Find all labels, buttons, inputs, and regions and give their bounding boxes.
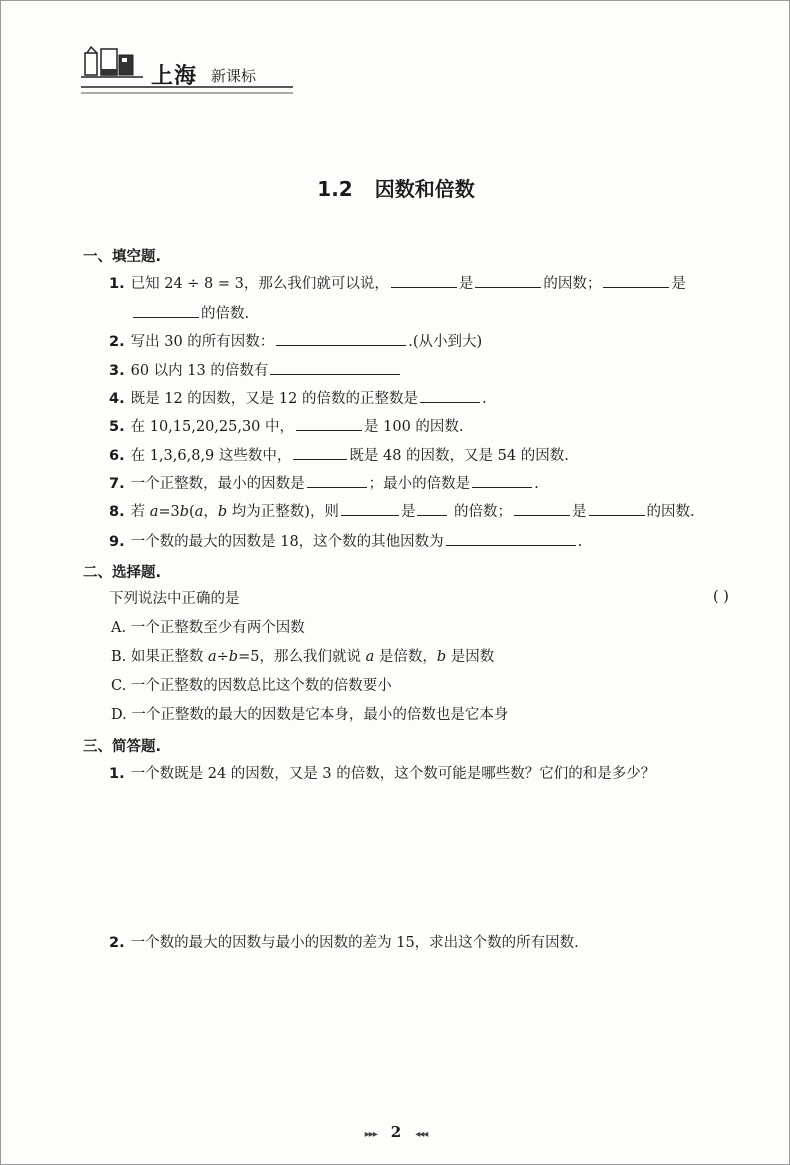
answer-blank[interactable] [133,303,199,318]
question-1-5: 5. 在 10,15,20,25,30 中， 是 100 的因数. [109,416,464,437]
option-d[interactable]: D. 一个正整数的最大的因数是它本身，最小的倍数也是它本身 [111,707,509,723]
answer-blank[interactable] [276,331,406,346]
answer-paren[interactable]: ( ) [713,589,729,605]
question-1-1-cont: 的倍数. [131,303,249,324]
answer-blank[interactable] [307,473,367,488]
left-arrows-icon: ▸▸▸ [364,1129,377,1140]
option-c[interactable]: C. 一个正整数的因数总比这个数的倍数要小 [111,678,392,694]
header-logo [81,43,293,95]
answer-blank[interactable] [589,501,645,516]
option-b[interactable]: B. 如果正整数 a÷b=5，那么我们就说 a 是倍数，b 是因数 [111,649,495,665]
answer-blank[interactable] [446,531,576,546]
answer-blank[interactable] [475,273,541,288]
question-1-9: 9. 一个数的最大的因数是 18，这个数的其他因数为 . [109,531,582,552]
brand-main: 上海 [151,64,198,89]
section-number: 1.2 [317,177,353,201]
question-1-2: 2. 写出 30 的所有因数： .(从小到大) [109,331,482,352]
page-number: 2 [390,1123,402,1141]
choice-prompt: 下列说法中正确的是 [109,591,240,607]
answer-blank[interactable] [603,273,669,288]
question-1-6: 6. 在 1,3,6,8,9 这些数中， 既是 48 的因数，又是 54 的因数. [109,445,569,466]
question-1-4: 4. 既是 12 的因数，又是 12 的倍数的正整数是 . [109,388,487,409]
question-1-7: 7. 一个正整数，最小的因数是 ；最小的倍数是 . [109,473,539,494]
brand-sub: 新课标 [211,67,257,85]
answer-blank[interactable] [270,360,400,375]
page-footer [1,1123,790,1141]
answer-blank[interactable] [472,473,532,488]
section-title: 因数和倍数 [374,177,475,201]
answer-blank[interactable] [341,501,399,516]
answer-blank[interactable] [417,501,447,516]
page-title [1,173,790,202]
answer-blank[interactable] [296,416,362,431]
section2-heading: 二、选择题. [83,565,162,581]
answer-blank[interactable] [420,388,480,403]
question-1-1: 1. 已知 24 ÷ 8 = 3，那么我们就可以说， 是 的因数； 是 [109,273,686,294]
answer-blank[interactable] [391,273,457,288]
question-1-3: 3. 60 以内 13 的倍数有 [109,360,402,381]
answer-blank[interactable] [514,501,570,516]
option-a[interactable]: A. 一个正整数至少有两个因数 [111,620,305,636]
question-1-8: 8. 若 a=3b(a，b 均为正整数)，则 是 的倍数； 是 的因数. [109,501,695,522]
question-3-2: 2. 一个数的最大的因数与最小的因数的差为 15，求出这个数的所有因数. [109,935,579,951]
section1-heading: 一、填空题. [83,249,162,265]
question-3-1: 1. 一个数既是 24 的因数，又是 3 的倍数，这个数可能是哪些数？它们的和是多少？ [109,766,656,782]
right-arrows-icon: ◂◂◂ [415,1129,428,1140]
answer-blank[interactable] [293,445,347,460]
section3-heading: 三、简答题. [83,739,162,755]
